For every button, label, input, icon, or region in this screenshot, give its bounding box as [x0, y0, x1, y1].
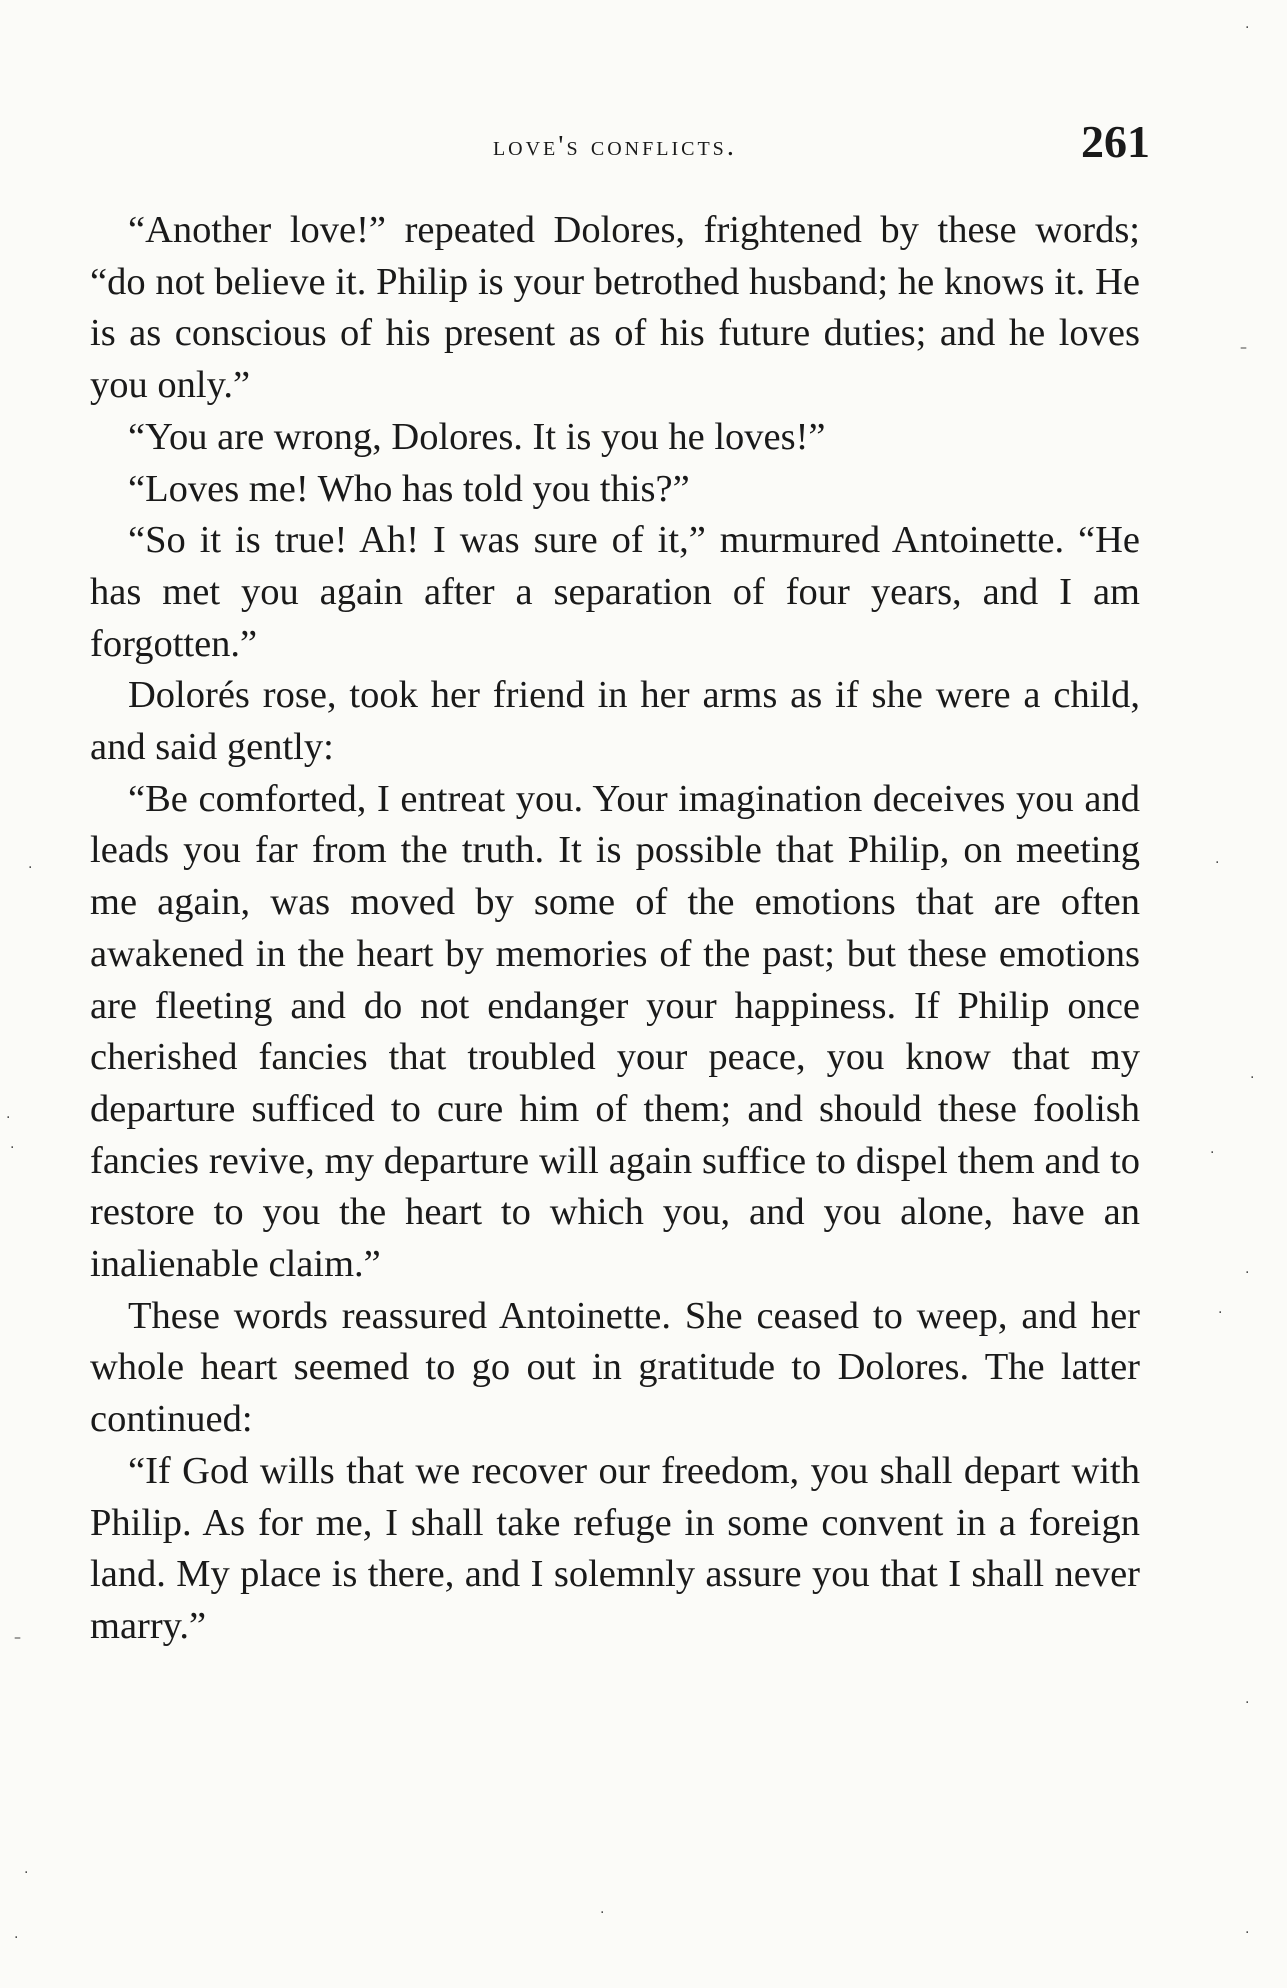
speck: ⋅: [1245, 1925, 1250, 1941]
paragraph: Dolorés rose, took her friend in her arms as if she were a child, and said gently:: [90, 674, 1140, 769]
paragraph: “Be comforted, I entreat you. Your imagination deceives you and leads you far from the truth. It is possible that Philip, on meeting me again, was moved by some of the emotions that are often awakened in the heart by memories of the past; but these emotions are fleeting and do not endanger your happiness. If Philip once cherished fancies that troubled your peace, you know that my departure sufficed to cure him of them; and should these foolish fancies revive, my departure will again suffice to dispel them and to restore to you the heart to which you, and you alone, have an inalienable claim.”: [90, 777, 1140, 1286]
speck: ⋅: [1215, 855, 1220, 871]
speck: ⋅: [1210, 1145, 1215, 1161]
running-title: love's conflicts.: [492, 130, 738, 162]
speck: ⋅: [1250, 1070, 1255, 1086]
speck: –: [14, 1630, 21, 1646]
paragraph: “You are wrong, Dolores. It is you he loves!”: [128, 415, 826, 458]
speck: ⋅: [1218, 1305, 1223, 1321]
speck: ⋅: [24, 1865, 29, 1881]
paragraph: “Loves me! Who has told you this?”: [128, 467, 690, 510]
body-text: [90, 205, 1140, 1653]
speck: ⋅: [1245, 1265, 1250, 1281]
speck: ⋅: [600, 1905, 605, 1921]
paragraph: “So it is true! Ah! I was sure of it,” murmured Antoinette. “He has met you again after a separation of four years, and I am forgotten.”: [90, 519, 1140, 665]
speck: ⋅: [1245, 20, 1250, 36]
paragraph: “If God wills that we recover our freedom, you shall depart with Philip. As for me, I shall take refuge in some convent in a foreign land. My place is there, and I solemnly assure you that I shall never marry.”: [90, 1449, 1140, 1647]
speck: ⋅: [1245, 1695, 1250, 1711]
speck: –: [1240, 340, 1247, 356]
speck: ⋅: [14, 1930, 19, 1946]
paragraph: These words reassured Antoinette. She ceased to weep, and her whole heart seemed to go out in gratitude to Dolores. The latter continued:: [90, 1294, 1140, 1441]
speck: ⋅: [6, 1110, 11, 1126]
speck: ⋅: [28, 860, 33, 876]
page-number: 261: [1081, 116, 1150, 167]
paragraph: “Another love!” repeated Dolores, frightened by these words; “do not believe it. Philip is your betrothed husband; he knows it. He is as conscious of his present as of his future duties; and he loves you only.”: [90, 209, 1140, 407]
running-head: [90, 110, 1150, 170]
speck: ⋅: [10, 1140, 15, 1156]
